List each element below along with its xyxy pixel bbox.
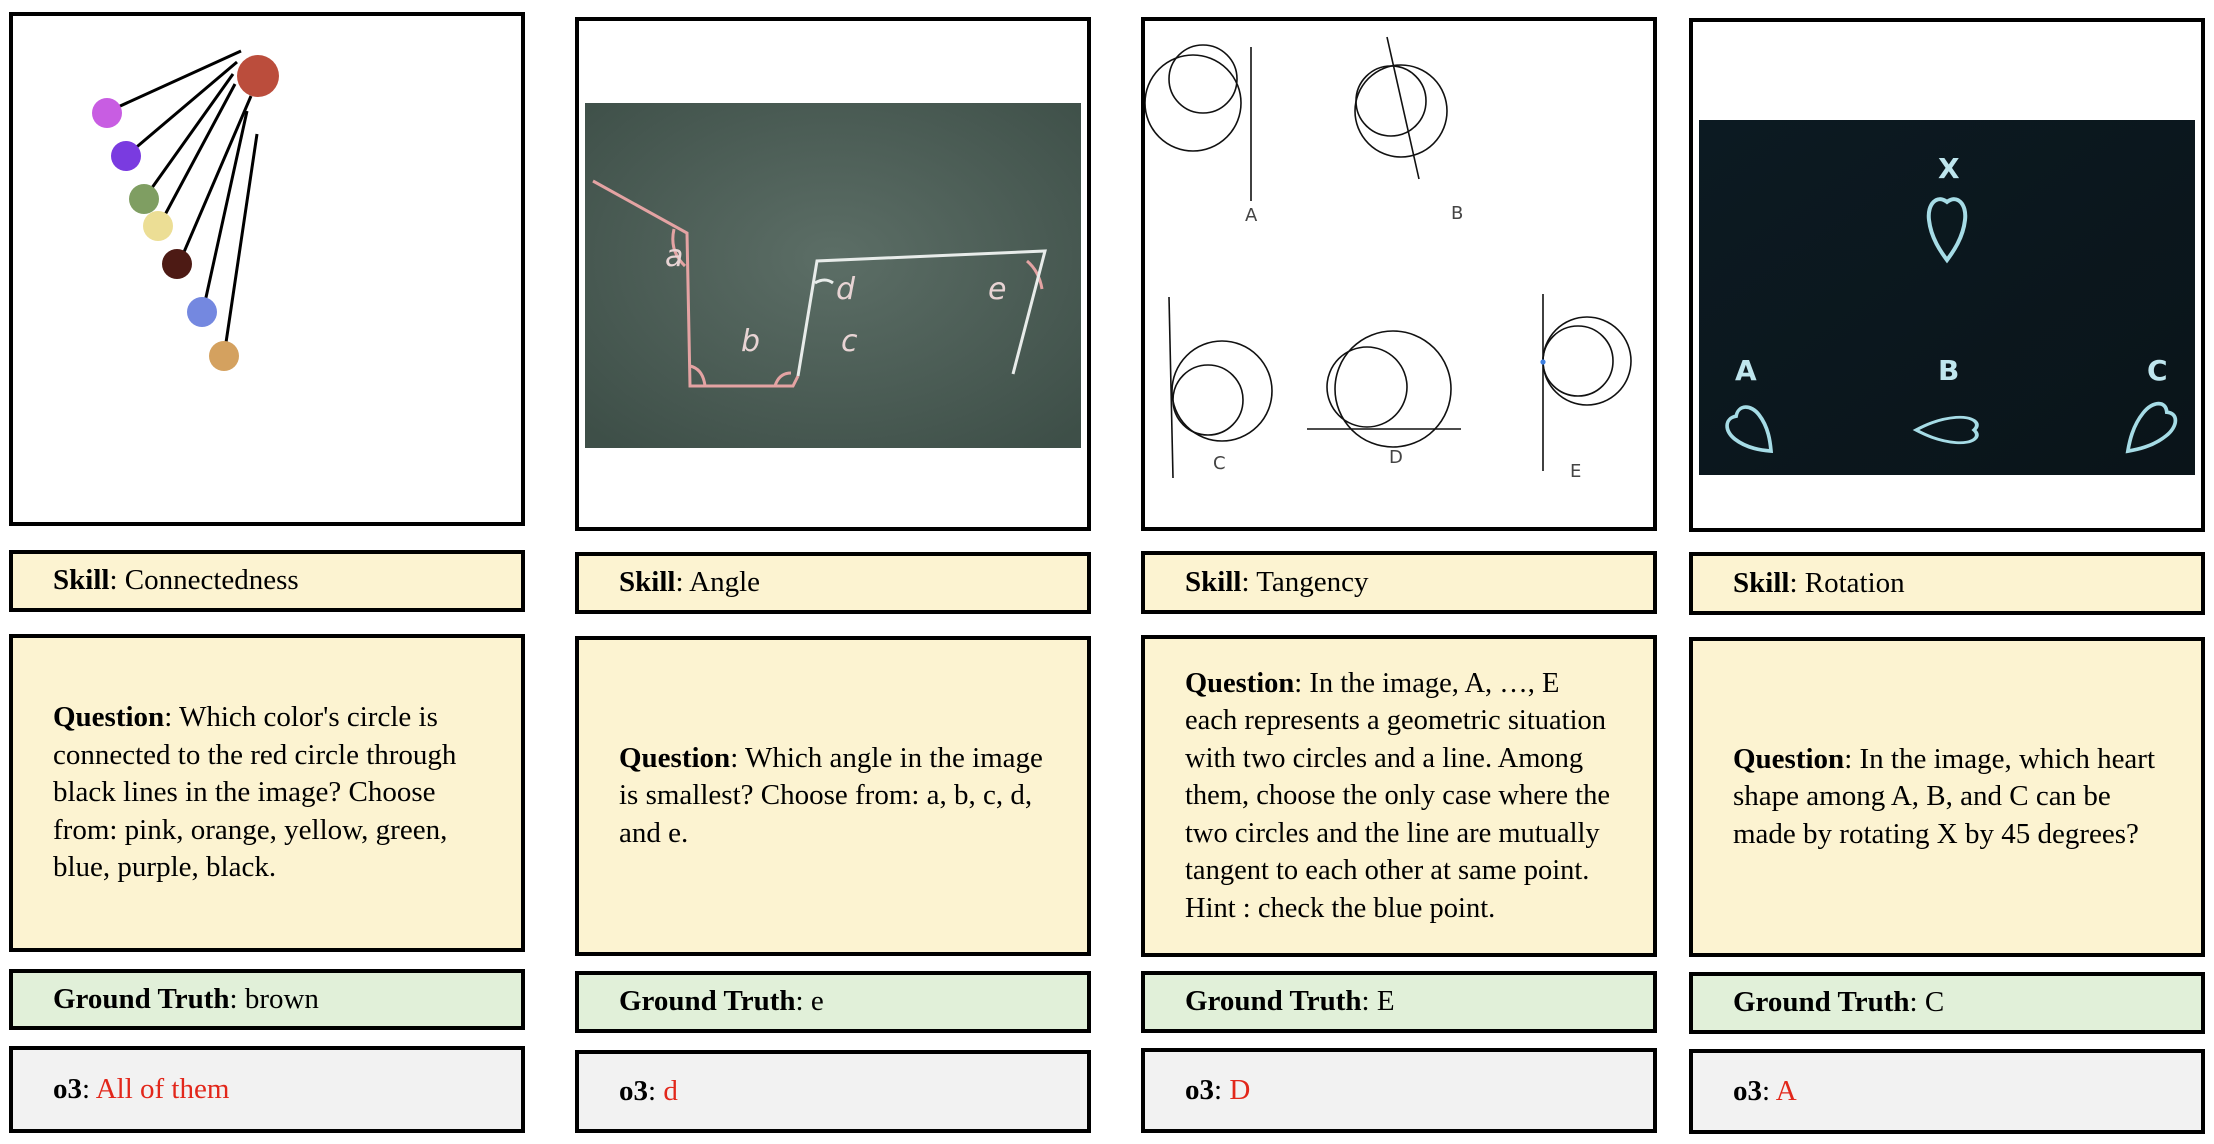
- question-text: In the image, which heart shape among A, B, and C can be made by rotating X by 45 degrees?: [1733, 742, 2156, 850]
- blue-circle: [187, 297, 217, 327]
- yellow-circle: [143, 211, 173, 241]
- ground-truth-value: E: [1376, 985, 1395, 1018]
- label-case-a: A: [1245, 205, 1258, 226]
- figure-tangency: [1141, 17, 1657, 531]
- connectedness-svg: [13, 16, 521, 522]
- case-a: [1145, 45, 1251, 201]
- model-answer: All of them: [95, 1072, 230, 1105]
- line-to-green: [144, 74, 233, 199]
- model-answer-box: o3: D: [1141, 1048, 1657, 1133]
- rotation-svg: [1693, 22, 2201, 528]
- case-d: [1307, 331, 1461, 447]
- ground-truth-value: brown: [244, 982, 319, 1015]
- chalkboard: [585, 103, 1081, 448]
- figure-angle: [575, 17, 1091, 531]
- model-answer: D: [1229, 1073, 1251, 1106]
- question-label: Question: [53, 701, 165, 734]
- label-a: A: [1735, 354, 1757, 387]
- ground-truth-box: Ground Truth: brown: [9, 969, 525, 1030]
- blue-point: [1540, 359, 1545, 364]
- pink-circle: [92, 98, 122, 128]
- skill-label: Skill: [1185, 565, 1242, 598]
- label-c: C: [2147, 354, 2168, 387]
- skill-box: Skill: Connectedness: [9, 550, 525, 612]
- line-to-blue: [203, 111, 247, 311]
- label-case-c: C: [1213, 453, 1226, 474]
- ground-truth-value: e: [810, 985, 824, 1018]
- panel-connectedness: [9, 0, 525, 1144]
- question-label: Question: [1185, 667, 1295, 699]
- label-d: d: [836, 272, 856, 307]
- label-case-e: E: [1570, 461, 1582, 482]
- question-hint: Hint : check the blue point.: [1185, 892, 1496, 924]
- skill-value: Rotation: [1804, 566, 1905, 599]
- line-to-orange: [224, 134, 257, 356]
- red-circle: [237, 55, 279, 97]
- brown-circle: [162, 249, 192, 279]
- question-box: Question: In the image, which heart shape among A, B, and C can be made by rotating X by 45 degrees?: [1689, 637, 2205, 957]
- model-label: o3: [1733, 1074, 1762, 1107]
- model-label: o3: [53, 1072, 82, 1105]
- model-answer-box: o3: All of them: [9, 1046, 525, 1133]
- ground-truth-box: Ground Truth: C: [1689, 972, 2205, 1034]
- skill-box: Skill: Rotation: [1689, 552, 2205, 615]
- ground-truth-label: Ground Truth: [1733, 986, 1910, 1019]
- ground-truth-label: Ground Truth: [619, 985, 796, 1018]
- angle-svg: [579, 21, 1087, 527]
- panel-angle: [575, 0, 1091, 1144]
- skill-value: Angle: [689, 566, 761, 599]
- case-e: [1543, 294, 1631, 471]
- figure-rotation: [1689, 18, 2205, 532]
- model-answer: A: [1775, 1074, 1797, 1107]
- purple-circle: [111, 141, 141, 171]
- skill-box: Skill: Tangency: [1141, 551, 1657, 614]
- ground-truth-label: Ground Truth: [1185, 985, 1362, 1018]
- label-c: c: [841, 324, 858, 359]
- question-label: Question: [619, 741, 731, 774]
- ground-truth-box: Ground Truth: E: [1141, 971, 1657, 1033]
- label-b: b: [741, 324, 761, 359]
- model-label: o3: [619, 1074, 648, 1107]
- model-answer-box: o3: d: [575, 1050, 1091, 1133]
- panel-tangency: [1141, 0, 1657, 1144]
- label-a: a: [665, 239, 684, 274]
- question-text: Which angle in the image is smallest? Choose from: a, b, c, d, and e.: [619, 741, 1043, 849]
- skill-value: Connectedness: [124, 564, 299, 597]
- ground-truth-box: Ground Truth: e: [575, 971, 1091, 1033]
- question-box: Question: In the image, A, …, E each represents a geometric situation with two circles and a line. Among them, choose the only case where the two circles and the line are mutually tangent to each other at same point. Hint : check the blue point.: [1141, 635, 1657, 957]
- panel-rotation: [1689, 0, 2205, 1144]
- figure-connectedness: [9, 12, 525, 526]
- label-e: e: [988, 272, 1007, 307]
- ground-truth-value: C: [1924, 986, 1945, 1019]
- label-b: B: [1938, 354, 1960, 387]
- line-to-yellow: [159, 84, 235, 226]
- case-c: [1169, 297, 1272, 478]
- question-box: Question: Which angle in the image is smallest? Choose from: a, b, c, d, and e.: [575, 636, 1091, 956]
- tangency-svg: [1145, 21, 1653, 527]
- case-labels: [1213, 203, 1581, 482]
- green-circle: [129, 184, 159, 214]
- label-case-b: B: [1451, 203, 1464, 224]
- connecting-lines: [107, 51, 257, 356]
- tangency-cases: [1145, 37, 1631, 478]
- label-case-d: D: [1389, 447, 1403, 468]
- label-x: X: [1938, 152, 1960, 185]
- model-label: o3: [1185, 1073, 1214, 1106]
- question-box: Question: Which color's circle is connected to the red circle through black lines in the image? Choose from: pink, orange, yellow, green, blue, purple, black.: [9, 634, 525, 952]
- skill-label: Skill: [53, 564, 110, 597]
- line-to-pink: [107, 51, 241, 112]
- skill-label: Skill: [1733, 566, 1790, 599]
- model-answer: d: [663, 1074, 678, 1107]
- question-text: In the image, A, …, E each represents a geometric situation with two circles and a line. Among them, choose the only case where the two circles and the line are mutually tangent to each other at same point.: [1185, 667, 1610, 887]
- skill-label: Skill: [619, 566, 676, 599]
- question-label: Question: [1733, 742, 1845, 775]
- skill-box: Skill: Angle: [575, 552, 1091, 614]
- question-text: Which color's circle is connected to the red circle through black lines in the image? Choose from: pink, orange, yellow, green, blue, purple, black.: [53, 701, 457, 884]
- orange-circle: [209, 341, 239, 371]
- skill-value: Tangency: [1256, 565, 1369, 598]
- model-answer-box: o3: A: [1689, 1049, 2205, 1134]
- ground-truth-label: Ground Truth: [53, 982, 230, 1015]
- case-b: [1355, 37, 1447, 179]
